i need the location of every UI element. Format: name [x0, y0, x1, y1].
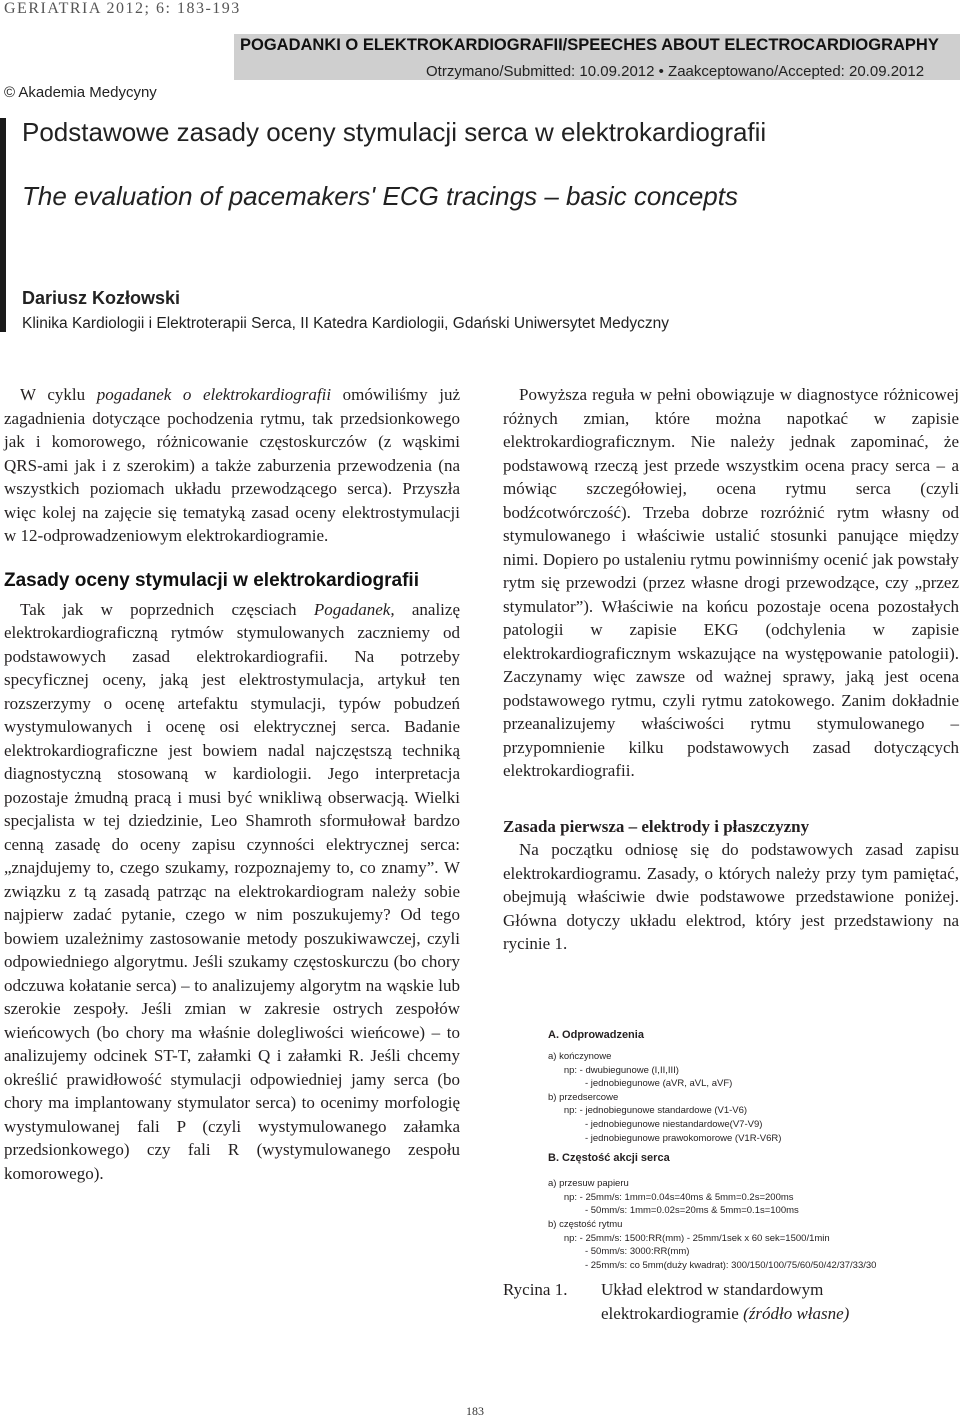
- page-number: 183: [466, 1404, 484, 1418]
- copyright-notice: © Akademia Medycyny: [4, 84, 157, 101]
- article-title-english: The evaluation of pacemakers' ECG tracings – basic concepts: [22, 181, 738, 211]
- figure-section-a: A. Odprowadzenia: [548, 1029, 644, 1041]
- figure-1: [548, 1028, 948, 1272]
- author-affiliation: Klinika Kardiologii i Elektroterapii Serca, II Katedra Kardiologii, Gdański Uniwersytet Medyczny: [22, 315, 669, 332]
- body-paragraph: [4, 598, 460, 1186]
- left-column: [4, 383, 460, 1185]
- figure-line: b) częstość rytmu: [548, 1218, 623, 1230]
- intro-text-emphasis: pogadanek o elektrokardiografii: [96, 385, 332, 404]
- author-name: Dariusz Kozłowski: [22, 288, 181, 308]
- figure-line: - jednobiegunowe prawokomorowe (V1R-V6R): [548, 1132, 782, 1144]
- figure-section-b: B. Częstość akcji serca: [548, 1152, 670, 1165]
- section-heading-rules: Zasady oceny stymulacji w elektrokardiografii: [4, 569, 419, 591]
- figure-line: - 50mm/s: 1mm=0.02s=20ms & 5mm=0.1s=100ms: [548, 1205, 799, 1217]
- figure-leads-list: [548, 1050, 948, 1145]
- figure-line: - jednobiegunowe (aVR, aVL, aVF): [548, 1078, 733, 1090]
- right-paragraph-1: Powyższa reguła w pełni obowiązuje w diagnostyce różnicowej różnych zmian, które można napotkać w zapisie elektrokardiograficznym. Nie należy jednak zapominać, że podstawową rzeczą jest przede wszystkim ocena pracy serca – a mówiąc szczegółowiej, ocena rytmu serca (czyli bodźcotwórczość). Trzeba dobrze rozróżnić rytm własny od stymulowanego i właściwie ustalić stosunki panujące między nimi. Dopiero po ustaleniu rytmu powinniśmy ocenić jak powstały rytm się przewodzi (przez własne drogi przewodzące, czy „przez stymulator”). Właściwie na końcu pozostaje ocena pozostałych patologii w zapisie EKG (odchylenia w zapisie elektrokardiograficznym wskazujące na występowanie patologii). Zaczynamy więc zawsze od ważnej sprawy, jaką jest ocena podstawowego rytmu, czyli rytmu zatokowego. Zanim dokładnie przeanalizujemy właściwości rytmu stymulowanego – przypomnienie kilku podstawowych zasad dotyczących elektrokardiografii.: [503, 385, 959, 780]
- figure-line: a) przesuw papieru: [548, 1178, 629, 1190]
- figure-line: np: - 25mm/s: 1500:RR(mm) - 25mm/1sek x 60 sek=1500/1min: [548, 1232, 830, 1244]
- right-paragraph-2: Na początku odniosę się do podstawowych zasad zapisu elektrokardiogramu. Zasady, o których należy przy tym pamiętać, obejmują właściwie dwie podstawowe przedstawione poniżej. Główna dotyczy układu elektrod, który jest przedstawiony na rycinie 1.: [503, 840, 959, 953]
- intro-text-start: W cyklu: [20, 385, 97, 404]
- figure-line: - 25mm/s: co 5mm(duży kwadrat): 300/150/100/75/60/50/42/37/33/30: [548, 1259, 877, 1271]
- body-text-start: Tak jak w poprzednich częsciach: [20, 599, 314, 619]
- figure-line: np: - jednobiegunowe standardowe (V1-V6): [548, 1105, 748, 1117]
- caption-main: Układ elektrod w standardowym elektrokardiogramie: [601, 1280, 824, 1323]
- title-rule: [0, 118, 6, 332]
- caption-source: (źródło własne): [743, 1304, 850, 1323]
- caption-text: [601, 1278, 959, 1326]
- submission-dates: Otrzymano/Submitted: 10.09.2012 • Zaakceptowano/Accepted: 20.09.2012: [426, 63, 925, 80]
- figure-rate-list: [548, 1177, 948, 1272]
- intro-paragraph: [4, 383, 460, 548]
- section-heading-first-rule: Zasada pierwsza – elektrody i płaszczyzny: [503, 816, 810, 836]
- figure-line: np: - 25mm/s: 1mm=0.04s=40ms & 5mm=0.2s=200ms: [548, 1191, 794, 1203]
- figure-line: - jednobiegunowe niestandardowe(V7-V9): [548, 1118, 763, 1130]
- caption-label: Rycina 1.: [503, 1280, 568, 1299]
- right-column: [503, 383, 959, 956]
- section-title: POGADANKI O ELEKTROKARDIOGRAFII/SPEECHES ABOUT ELECTROCARDIOGRAPHY: [240, 36, 939, 54]
- journal-citation: GERIATRIA 2012; 6: 183-193: [4, 0, 241, 17]
- figure-line: - 50mm/s: 3000:RR(mm): [548, 1246, 690, 1258]
- article-title-polish: Podstawowe zasady oceny stymulacji serca w elektrokardiografii: [22, 117, 767, 147]
- figure-line: a) kończynowe: [548, 1051, 612, 1062]
- body-text-emphasis: Pogadanek,: [313, 599, 395, 619]
- intro-text-rest: omówiliśmy już zagadnienia dotyczące pochodzenia rytmu, tak przedsionkowego jak i komorowego, różnicowanie częstoskurczów (z wąskimi QRS-ami jak i z szerokim) a także zaburzenia przewodzenia (na wszystkich poziomach układu przewodzącego serca). Przyszła więc kolej na zajęcie się tematyką zasad oceny elektrostymulacji w 12-odprowadzeniowym elektrokardiogramie.: [4, 385, 461, 545]
- figure-line: b) przedsercowe: [548, 1091, 619, 1103]
- figure-line: np: - dwubiegunowe (I,II,III): [548, 1064, 679, 1076]
- body-text-rest: analizę elektrokardiograficzną rytmów stymulowanych zaczniemy od podstawowych zasad elektrokardiografii. Na potrzeby specyficznej oceny, jaką jest elektrostymulacja, artykuł ten rozszerzymy o ocenę artefaktu stymulacji, typów pobudzeń wystymulowanych i ocenę osi elektrycznej serca. Badanie elektrokardiograficzne jest bowiem nadal najczęstszą techniką diagnostyczną stosowaną w kardiologii. Jego interpretacja pozostaje żmudną pracą i musi być wnikliwą obserwacją. Wielki specjalista w tej dziedzinie, Leo Shamroth sformułował bardzo cenną zasadę do oceny zapisu czynności elektrycznej serca: „znajdujemy to, czego szukamy, rozpoznajemy to, co znamy”. W związku z tą zasadą patrząc na elektrokardiogram należy sobie najpierw zadać pytanie, czego w nim poszukujemy? Od tego bowiem uzależnimy zastosowanie metody poszukiwawczej, czyli odpowiedniego algorytmu. Jeśli szukamy częstoskurczu (bo chory odczuwa kołatanie serca) – to analizujemy algorytm na wąskie lub szerokie zespoły. Jeśli zmian w zakresie ostrych zespołów wieńcowych (bo chory ma właśnie dolegliwości wieńcowe) – to analizujemy odcinek ST-T, załamki Q i załamki R. Jeśli chcemy określić prawidłowość stymulacji odpowiedniej jamy serca (bo chory ma implantowany stymulator serca) to ocenimy morfologię wystymulowanej fali P (czyli wystymulowanego załamka przedsionkowego) czy fali R (wystymulowanego zespołu komorowego).: [4, 599, 460, 1183]
